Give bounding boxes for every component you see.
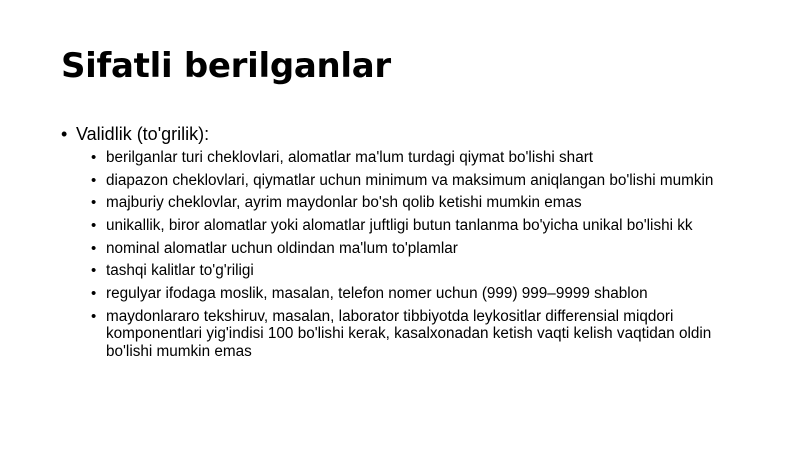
sub-bullet-item — [61, 262, 741, 280]
main-bullet-item — [61, 122, 741, 146]
sub-bullet-text: tashqi kalitlar to'g'riligi — [106, 262, 254, 280]
bullet-dot-icon: • — [91, 262, 97, 280]
bullet-dot-icon: • — [61, 124, 68, 144]
sub-bullet-text: diapazon cheklovlari, qiymatlar uchun minimum va maksimum aniqlangan bo'lishi mumkin — [106, 171, 714, 189]
sub-bullet-item — [61, 240, 741, 258]
sub-bullet-text: berilganlar turi cheklovlari, alomatlar ma'lum turdagi qiymat bo'lishi shart — [106, 149, 594, 166]
sub-bullet-text: maydonlararo tekshiruv, masalan, laborator tibbiyotda leykositlar differensial miqdori komponentlari yig'indisi 100 bo'lishi kerak, kasalxonadan ketish vaqti kelish vaqtidan oldin bo'lishi mumkin emas — [106, 307, 712, 360]
bullet-dot-icon: • — [91, 217, 97, 235]
sub-bullet-item — [61, 172, 741, 190]
bullet-dot-icon: • — [91, 285, 97, 303]
bullet-dot-icon: • — [91, 149, 97, 166]
sub-bullet-text: nominal alomatlar uchun oldindan ma'lum to'plamlar — [106, 239, 458, 257]
sub-bullet-item — [61, 194, 741, 212]
sub-bullet-text: majburiy cheklovlar, ayrim maydonlar bo'sh qolib ketishi mumkin emas — [106, 194, 582, 212]
sub-bullet-text: regulyar ifodaga moslik, masalan, telefon nomer uchun (999) 999–9999 shablon — [106, 285, 648, 303]
bullet-dot-icon: • — [91, 194, 97, 212]
slide-content — [61, 122, 741, 366]
bullet-dot-icon: • — [91, 171, 97, 189]
sub-bullet-item — [61, 308, 741, 361]
bullet-dot-icon: • — [91, 239, 97, 257]
main-bullet-text: Validlik (to'grilik): — [76, 124, 210, 144]
sub-bullet-item — [61, 285, 741, 303]
sub-bullet-text: unikallik, biror alomatlar yoki alomatlar juftligi butun tanlanma bo'yicha unikal bo'lishi kk — [106, 217, 693, 235]
bullet-dot-icon: • — [91, 307, 97, 325]
sub-bullet-list — [61, 149, 741, 360]
sub-bullet-item — [61, 149, 741, 167]
slide-title: Sifatli berilganlar — [61, 46, 391, 86]
sub-bullet-item — [61, 217, 741, 235]
